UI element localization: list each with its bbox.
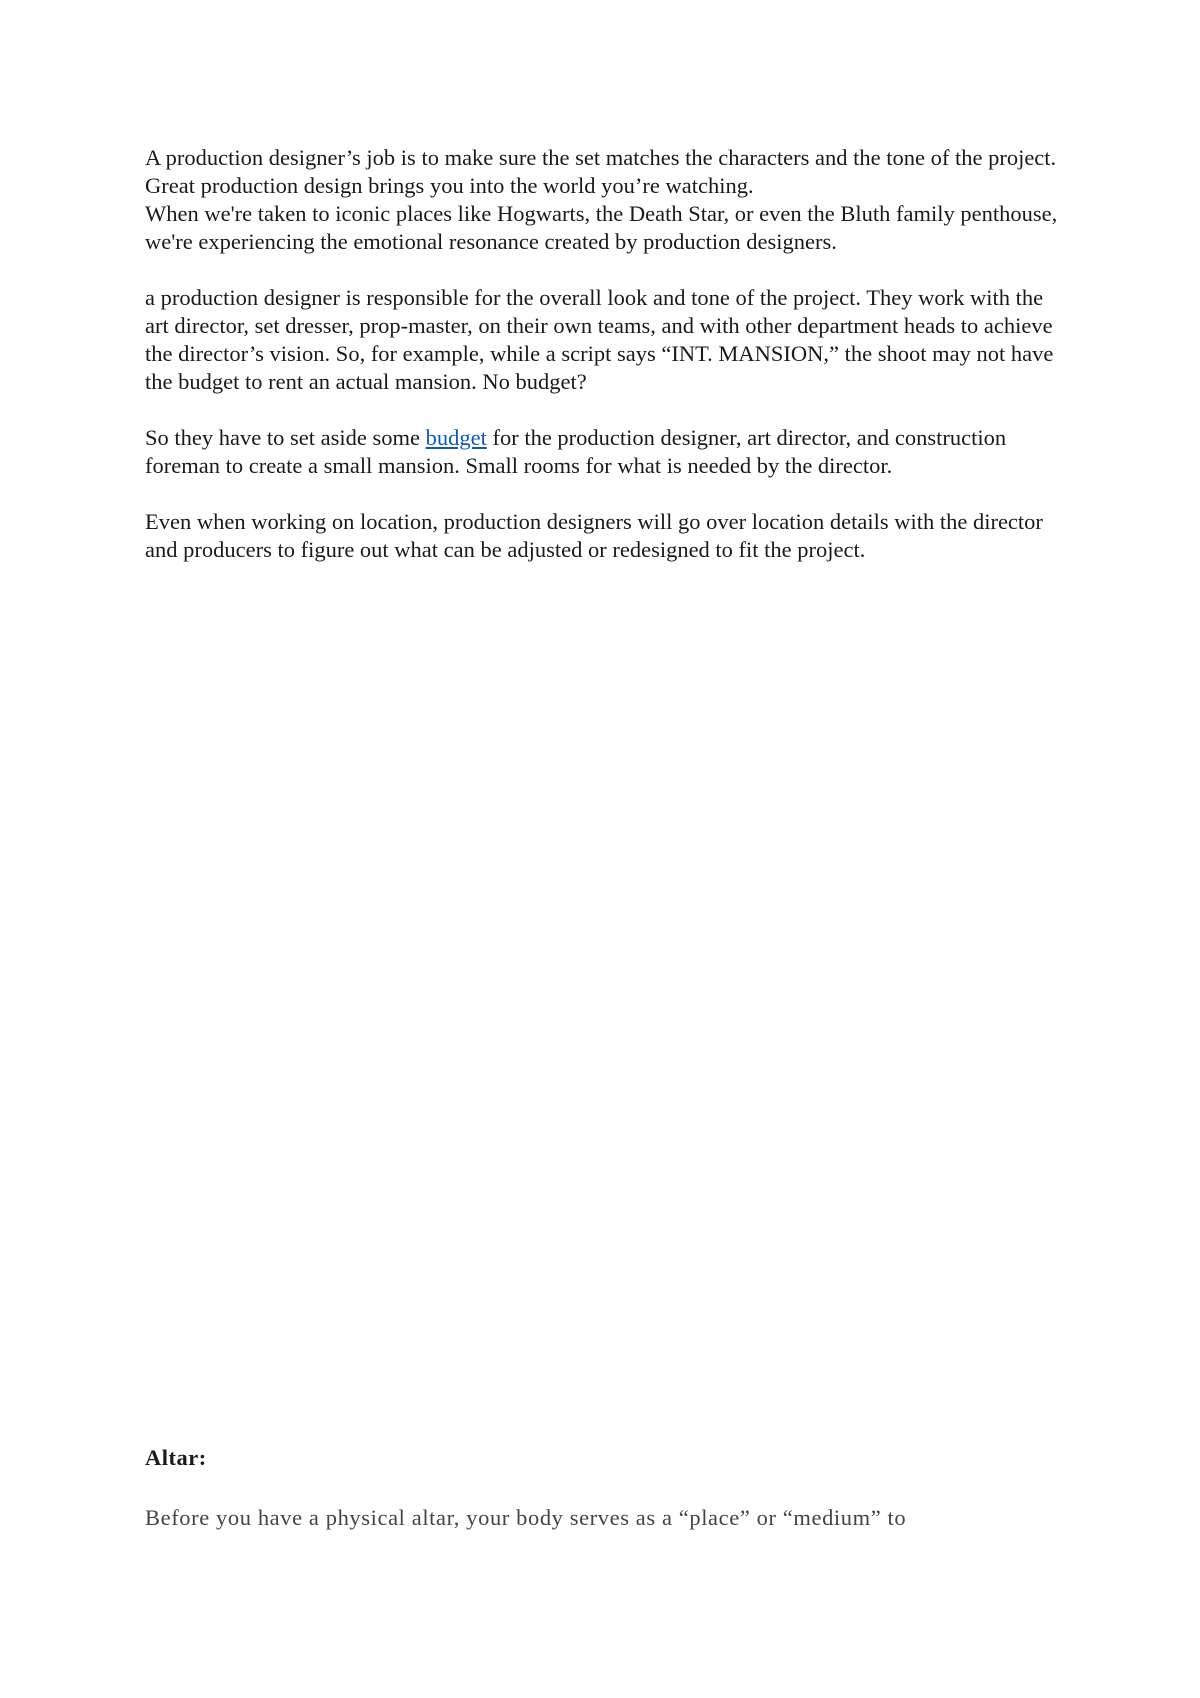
paragraph-responsibilities: a production designer is responsible for the overall look and tone of the project. They work with the art director, set dresser, prop-master, on their own teams, and with other department heads to achieve the director’s vision. So, for example, while a script says “INT. MANSION,” the shoot may not have the budget to rent an actual mansion. No budget? — [145, 285, 1054, 394]
paragraph-gap — [145, 256, 1065, 284]
paragraph-intro — [145, 144, 1065, 256]
paragraph-budget-after: for the production designer, art director, and construction foreman to create a small mansion. Small rooms for what is needed by the director. — [145, 425, 1007, 478]
section-heading-altar: Altar: — [145, 1445, 207, 1470]
paragraph-budget-before: So they have to set aside some — [145, 425, 426, 450]
paragraph-altar: Before you have a physical altar, your body serves as a “place” or “medium” to — [145, 1505, 907, 1530]
paragraph-gap — [145, 480, 1065, 508]
paragraph-intro-line1: A production designer’s job is to make sure the set matches the characters and the tone of the project. Great production design brings you into the world you’re watching. — [145, 145, 1057, 198]
paragraph-gap — [145, 396, 1065, 424]
paragraph-budget — [145, 424, 1065, 480]
budget-link[interactable]: budget — [425, 425, 487, 450]
document-body — [145, 144, 1065, 564]
paragraph-intro-line2: When we're taken to iconic places like Hogwarts, the Death Star, or even the Bluth family penthouse, we're experiencing the emotional resonance created by production designers. — [145, 201, 1058, 254]
paragraph-location: Even when working on location, production designers will go over location details with the director and producers to figure out what can be adjusted or redesigned to fit the project. — [145, 509, 1043, 562]
